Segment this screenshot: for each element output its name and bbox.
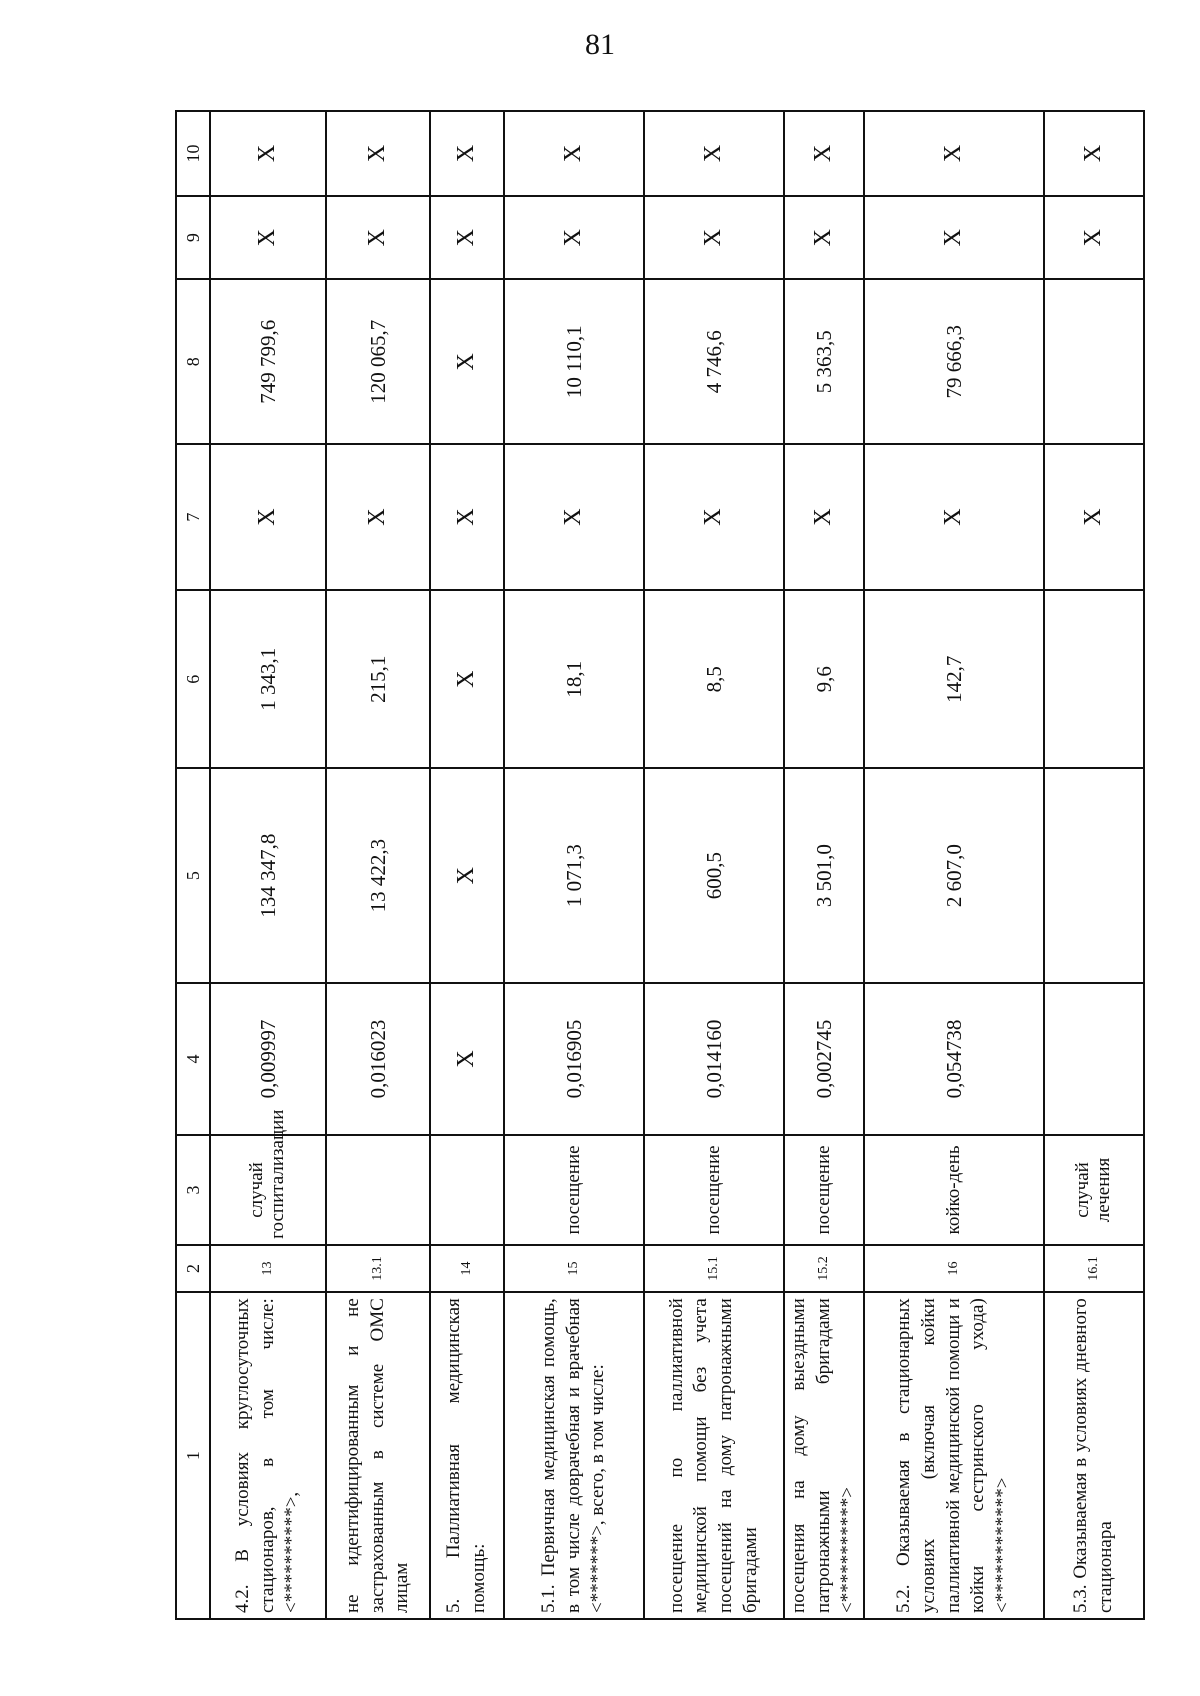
cell-per-capita: 8,5 (644, 590, 784, 768)
cell-description: 5.2. Оказываемая в стационарных условиях (включая койки паллиативной медицинской помощи и койки сестринского ухода) <************> (864, 1292, 1044, 1619)
cell-cost: 13 422,3 (326, 768, 430, 983)
table-row (784, 111, 864, 1619)
cell-line-number: 13.1 (326, 1245, 430, 1292)
cell-line-number: 14 (430, 1245, 504, 1292)
col-header-4: 4 (176, 983, 210, 1135)
cell-col-10: X (784, 111, 864, 196)
cell-unit: посещение (644, 1135, 784, 1245)
cell-line-number: 16 (864, 1245, 1044, 1292)
cell-line-number: 15.1 (644, 1245, 784, 1292)
cell-line-number: 15.2 (784, 1245, 864, 1292)
cell-unit: койко-день (864, 1135, 1044, 1245)
cell-col-10: X (1044, 111, 1144, 196)
cell-description: не идентифицированным и не застрахованным в системе ОМС лицам (326, 1292, 430, 1619)
table-row (430, 111, 504, 1619)
cell-cost: 2 607,0 (864, 768, 1044, 983)
col-header-5: 5 (176, 768, 210, 983)
cell-unit: случай лечения (1044, 1135, 1144, 1245)
cell-line-number: 13 (210, 1245, 326, 1292)
cell-unit (326, 1135, 430, 1245)
medical-care-table (175, 110, 1145, 1620)
cell-col-7: X (644, 444, 784, 590)
cell-line-number: 16.1 (1044, 1245, 1144, 1292)
col-header-7: 7 (176, 444, 210, 590)
cell-unit: случай госпитализации (210, 1135, 326, 1245)
cell-norm (1044, 983, 1144, 1135)
col-header-8: 8 (176, 279, 210, 444)
cell-total: 120 065,7 (326, 279, 430, 444)
cell-col-10: X (210, 111, 326, 196)
table-row (210, 111, 326, 1619)
cell-cost (1044, 768, 1144, 983)
cell-norm: 0,014160 (644, 983, 784, 1135)
cell-cost: 134 347,8 (210, 768, 326, 983)
cell-col-10: X (326, 111, 430, 196)
cell-col-9: X (430, 196, 504, 280)
table-row (326, 111, 430, 1619)
cell-col-9: X (864, 196, 1044, 280)
cell-col-9: X (504, 196, 644, 280)
cell-col-7: X (784, 444, 864, 590)
cell-per-capita: 9,6 (784, 590, 864, 768)
cell-col-9: X (644, 196, 784, 280)
cell-description: 5.3. Оказываемая в условиях дневного стационара (1044, 1292, 1144, 1619)
cell-per-capita: 142,7 (864, 590, 1044, 768)
rotated-table-container (175, 110, 1115, 1620)
col-header-10: 10 (176, 111, 210, 196)
cell-description: посещения на дому выездными патронажными бригадами <***********> (784, 1292, 864, 1619)
cell-per-capita: 18,1 (504, 590, 644, 768)
cell-per-capita: X (430, 590, 504, 768)
cell-norm: 0,009997 (210, 983, 326, 1135)
cell-col-7: X (1044, 444, 1144, 590)
table-row (1044, 111, 1144, 1619)
cell-description: 4.2. В условиях круглосуточных стационаров, в том числе: <**********>, (210, 1292, 326, 1619)
col-header-3: 3 (176, 1135, 210, 1245)
table-row (504, 111, 644, 1619)
cell-unit (430, 1135, 504, 1245)
cell-col-9: X (1044, 196, 1144, 280)
cell-cost: 1 071,3 (504, 768, 644, 983)
cell-col-10: X (864, 111, 1044, 196)
cell-norm: 0,002745 (784, 983, 864, 1135)
cell-norm: 0,016023 (326, 983, 430, 1135)
cell-unit: посещение (784, 1135, 864, 1245)
cell-col-7: X (210, 444, 326, 590)
col-header-9: 9 (176, 196, 210, 280)
cell-col-7: X (326, 444, 430, 590)
header-row (176, 111, 210, 1619)
cell-col-9: X (210, 196, 326, 280)
cell-total: 749 799,6 (210, 279, 326, 444)
cell-col-10: X (504, 111, 644, 196)
cell-norm: X (430, 983, 504, 1135)
cell-total: 5 363,5 (784, 279, 864, 444)
cell-line-number: 15 (504, 1245, 644, 1292)
cell-col-9: X (784, 196, 864, 280)
cell-description: 5.1. Первичная медицинская помощь, в том числе доврачебная и врачебная <*******>, всего, в том числе: (504, 1292, 644, 1619)
cell-total: 79 666,3 (864, 279, 1044, 444)
cell-col-7: X (864, 444, 1044, 590)
cell-description: посещение по паллиативной медицинской помощи без учета посещений на дому патронажными бригадами (644, 1292, 784, 1619)
col-header-6: 6 (176, 590, 210, 768)
cell-total: X (430, 279, 504, 444)
cell-norm: 0,016905 (504, 983, 644, 1135)
cell-col-10: X (644, 111, 784, 196)
cell-cost: 3 501,0 (784, 768, 864, 983)
page-number: 81 (585, 28, 615, 61)
cell-col-9: X (326, 196, 430, 280)
cell-cost: 600,5 (644, 768, 784, 983)
table-row (864, 111, 1044, 1619)
cell-per-capita (1044, 590, 1144, 768)
col-header-2: 2 (176, 1245, 210, 1292)
cell-total: 4 746,6 (644, 279, 784, 444)
cell-unit: посещение (504, 1135, 644, 1245)
cell-cost: X (430, 768, 504, 983)
cell-description: 5. Паллиативная медицинская помощь: (430, 1292, 504, 1619)
cell-total (1044, 279, 1144, 444)
cell-per-capita: 1 343,1 (210, 590, 326, 768)
cell-per-capita: 215,1 (326, 590, 430, 768)
cell-col-7: X (504, 444, 644, 590)
cell-norm: 0,054738 (864, 983, 1044, 1135)
cell-col-7: X (430, 444, 504, 590)
cell-total: 10 110,1 (504, 279, 644, 444)
cell-col-10: X (430, 111, 504, 196)
col-header-1: 1 (176, 1292, 210, 1619)
table-row (644, 111, 784, 1619)
